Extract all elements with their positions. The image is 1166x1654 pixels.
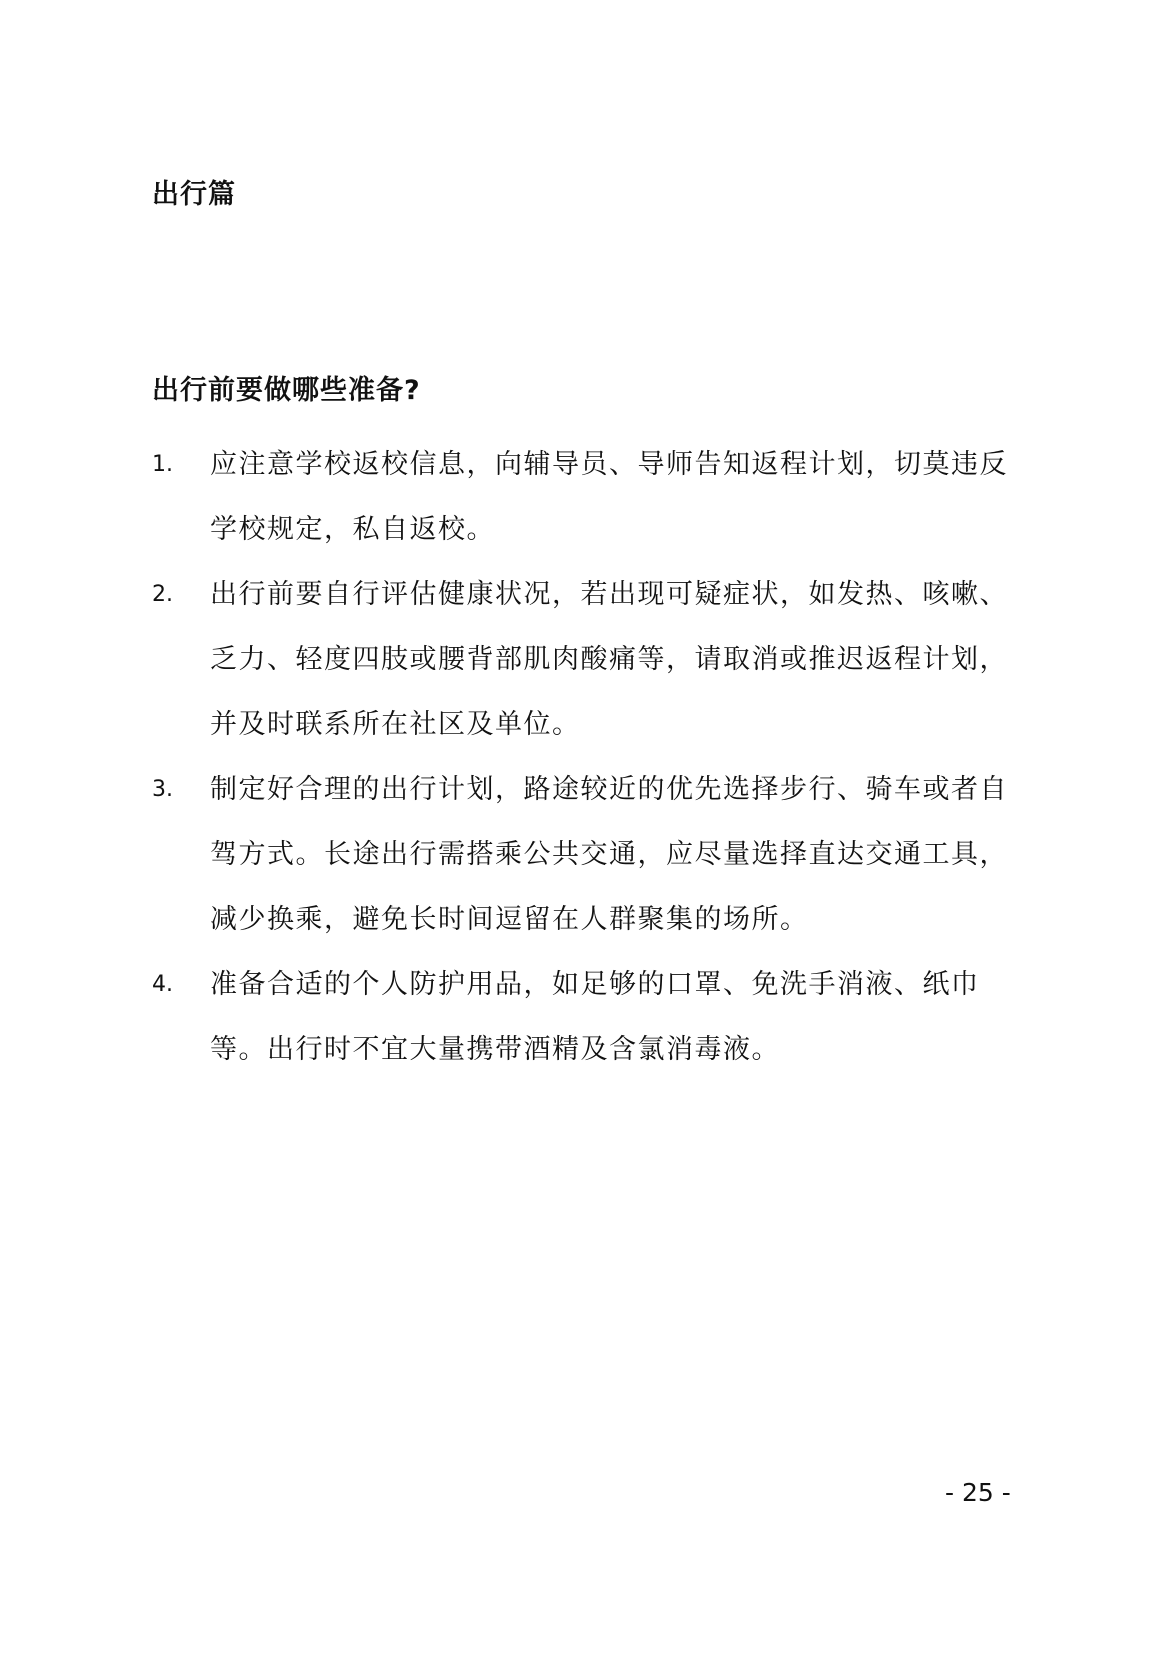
list-item-number: 1. bbox=[152, 452, 173, 477]
preparation-list bbox=[152, 432, 1022, 1082]
list-item bbox=[152, 562, 1022, 757]
list-item bbox=[152, 432, 1022, 562]
list-item-text: 制定好合理的出行计划，路途较近的优先选择步行、骑车或者自驾方式。长途出行需搭乘公共交通，应尽量选择直达交通工具，减少换乘，避免长时间逗留在人群聚集的场所。 bbox=[210, 774, 1008, 935]
list-item bbox=[152, 952, 1022, 1082]
page-number: - 25 - bbox=[945, 1478, 1011, 1507]
list-item-text: 出行前要自行评估健康状况，若出现可疑症状，如发热、咳嗽、乏力、轻度四肢或腰背部肌肉酸痛等，请取消或推迟返程计划，并及时联系所在社区及单位。 bbox=[210, 579, 1008, 740]
list-item-number: 2. bbox=[152, 582, 173, 607]
question-heading: 出行前要做哪些准备? bbox=[152, 375, 421, 406]
list-item-number: 3. bbox=[152, 777, 173, 802]
list-item-text: 准备合适的个人防护用品，如足够的口罩、免洗手消液、纸巾等。出行时不宜大量携带酒精及含氯消毒液。 bbox=[210, 969, 980, 1065]
list-item-text: 应注意学校返校信息，向辅导员、导师告知返程计划，切莫违反学校规定，私自返校。 bbox=[210, 449, 1008, 545]
list-item bbox=[152, 757, 1022, 952]
list-item-number: 4. bbox=[152, 972, 173, 997]
section-title: 出行篇 bbox=[152, 179, 236, 210]
